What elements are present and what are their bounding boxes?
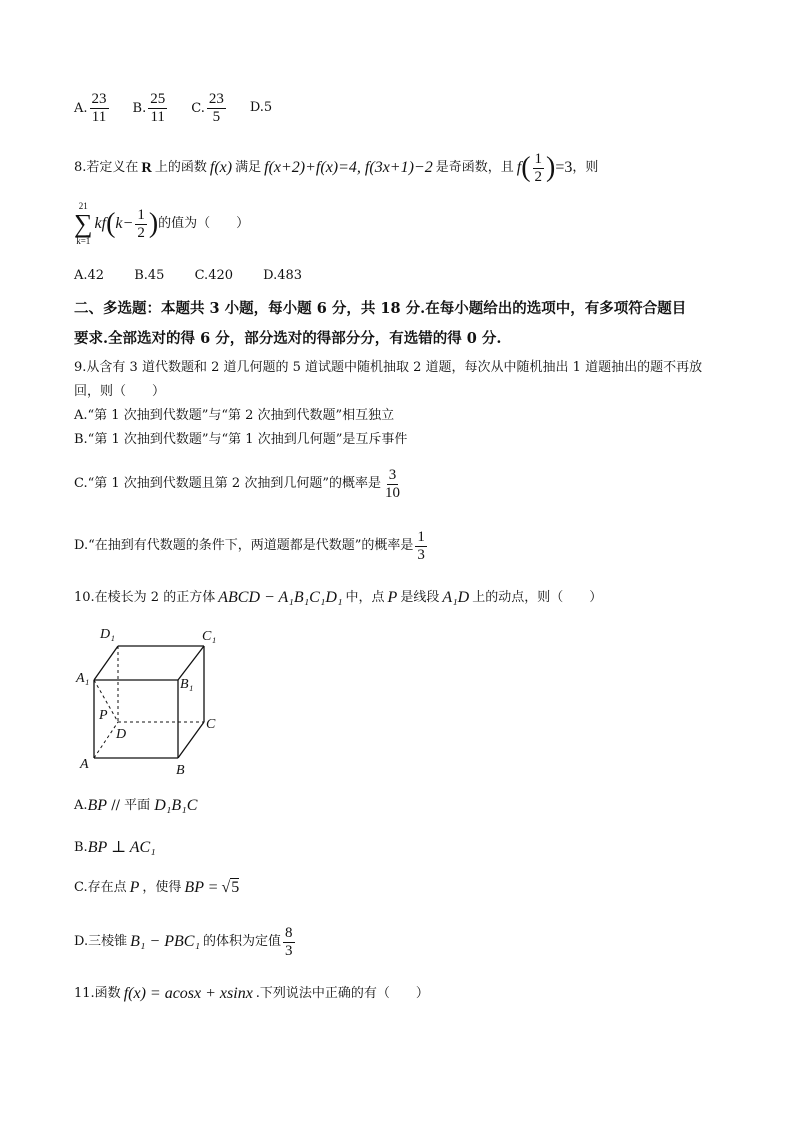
q10-option-a: A. BP // 平面 D₁B₁C [74,797,198,814]
q8-option-a: A.42 [74,268,105,283]
q9-option-c-text: C.“第 1 次抽到代数题且第 2 次抽到几何题”的概率是 [74,476,381,491]
q8-k-minus: k− [115,215,134,232]
q10-text2: 是线段 [400,590,440,605]
q9-option-d-text: D.“在抽到有代数题的条件下，两道题都是代数题”的概率是 [74,538,414,553]
q10-option-d-fraction: $\frac{8}{3}$ [285,924,293,959]
q8-half-fraction: $\frac{1}{2}$ [534,150,543,185]
q11-stem: 11.函数 f(x) = acosx + xsinx .下列说法中正确的有（ ） [74,985,429,1002]
q7-option-c-label: C. [191,100,205,116]
label-b1: B₁ [180,677,194,692]
q7-option-b-label: B. [132,100,147,116]
q8-text4: ，则 [572,160,599,175]
q9-stem-line1: 9.从含有 3 道代数题和 2 道几何题的 5 道试题中随机抽取 2 道题，每次从中随机抽出 1 道题抽出的题不再放 [74,360,703,375]
q8-sum-paren-open: ( [106,208,116,239]
q7-option-b [133,91,170,126]
q8-text5: 的值为（ ） [158,216,250,231]
q10-point-p: P [387,589,398,606]
edge-a1-d1 [94,646,118,680]
q8-text2: 满足 [235,160,262,175]
q10-option-d: D.三棱锥 B₁ − PBC₁ 的体积为定值 $\frac{8}{3}$ [74,924,293,959]
label-d: D [116,727,127,742]
q10-cube-name: ABCD − A₁B₁C₁D₁ [218,589,343,606]
q9-option-c-fraction: $\frac{3}{10}$ [384,466,400,501]
q9-option-d-fraction: $\frac{1}{3}$ [417,528,425,563]
q8-prefix: 8.若定义在 [74,160,139,175]
q8-options [74,266,328,286]
q8-option-d: D.483 [263,268,303,283]
q8-real-set: R [141,160,152,176]
q10-text1: 中，点 [345,590,385,605]
q8-f-symbol: f [516,159,522,176]
q8-function: f(x) [209,159,233,176]
q10-stem [74,588,602,608]
q9-option-c [74,464,404,504]
q8-option-b: B.45 [134,268,165,283]
sigma-icon: ∑ [74,209,93,238]
q7-option-d: D.5 [249,100,273,115]
q10-prefix: 10.在棱长为 2 的正方体 [74,590,216,605]
q10-option-b: B. BP ⊥ AC₁ [74,839,156,856]
q8-paren-open: ( [521,152,531,183]
q7-option-b-fraction: $\frac{25}{11}$ [150,90,166,125]
q7-options [74,88,272,128]
q8-sum-paren-close: ) [148,208,159,239]
q9-option-b: B.“第 1 次抽到代数题”与“第 1 次抽到几何题”是互斥事件 [74,432,408,447]
q8-text1: 上的函数 [154,160,207,175]
q10-option-c: C.存在点 P ，使得 BP = √5 [74,879,240,896]
edge-b-c [178,722,204,758]
q7-option-c [191,91,228,126]
label-p: P [99,708,108,723]
q7-option-a-label: A. [74,100,88,116]
q10-text3: 上的动点，则（ ） [472,590,603,605]
q8-option-c: C.420 [194,268,234,283]
q9-stem-line2: 回，则（ ） [74,384,166,399]
q11-function: f(x) = acosx + xsinx [123,985,253,1002]
label-a1: A₁ [76,671,90,686]
label-a: A [80,757,89,772]
label-c: C [206,717,216,732]
edge-b1-c1 [178,646,204,680]
q7-option-a-fraction: $\frac{23}{11}$ [91,90,107,125]
q7-option-a [74,91,111,126]
sqrt-icon: √5 [221,879,240,896]
q8-condition: f(x+2)+f(x)=4, f(3x+1)−2 [264,159,433,176]
label-d1: D₁ [100,627,115,642]
q8-sum-symbol: 21 ∑ k=1 [74,201,93,246]
section-2-heading-line1: 二、多选题：本题共 3 小题，每小题 6 分，共 18 分.在每小题给出的选项中，有多项符合题目 [74,300,687,317]
q10-segment: A₁D [442,589,470,606]
q8-sum-line [74,198,249,250]
q8-text3: 是奇函数，且 [435,160,514,175]
label-c1: C₁ [202,629,217,644]
cube-figure [74,622,234,780]
q8-eq3: =3 [555,159,573,176]
q8-stem [74,148,598,188]
q9-option-a: A.“第 1 次抽到代数题”与“第 2 次抽到代数题”相互独立 [74,408,395,423]
section-2-heading-line2: 要求.全部选对的得 6 分，部分选对的得部分分，有选错的得 0 分. [74,330,502,347]
q7-option-c-fraction: $\frac{23}{5}$ [208,90,224,125]
label-b: B [176,763,185,778]
q8-paren-close: ) [546,152,556,183]
q8-sum-body: kf [94,215,107,232]
q9-option-d [74,526,429,566]
edge-a-d-hidden [94,722,118,758]
q8-sum-half: $\frac{1}{2}$ [137,206,145,241]
